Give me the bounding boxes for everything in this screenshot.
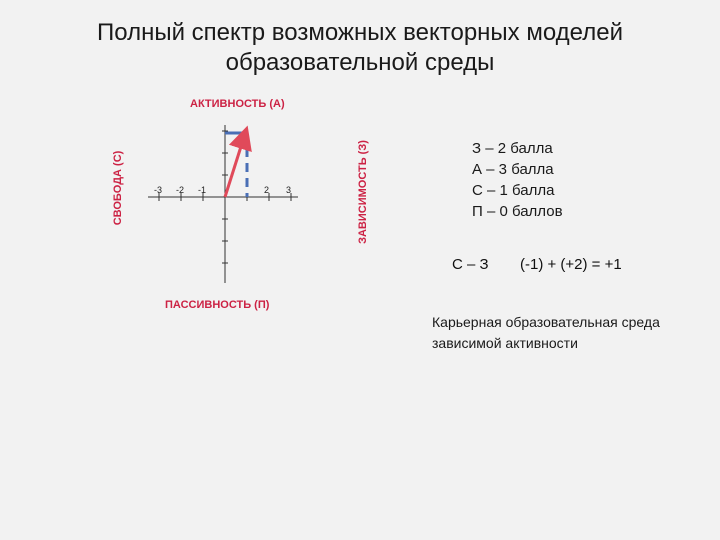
x-tick-label-neg1: -1	[198, 185, 207, 195]
score-dependence: З – 2 балла	[472, 140, 553, 157]
conclusion-text: Карьерная образовательная среда зависимой активности	[432, 314, 660, 351]
score-activity: А – 3 балла	[472, 161, 554, 178]
x-tick-label-neg2: -2	[176, 185, 185, 195]
score-passivity: П – 0 баллов	[472, 203, 563, 220]
x-tick-label-2: 2	[264, 185, 270, 195]
score-freedom: С – 1 балла	[472, 182, 555, 199]
x-tick-label-3: 3	[286, 185, 292, 195]
axis-label-freedom: СВОБОДА (С)	[112, 150, 124, 226]
calc-expression: С – З	[452, 256, 489, 273]
axis-label-dependence: ЗАВИСИМОСТЬ (З)	[357, 140, 369, 244]
axis-label-activity: АКТИВНОСТЬ (А)	[190, 98, 285, 110]
calc-result: (-1) + (+2) = +1	[520, 256, 622, 273]
result-vector	[225, 137, 244, 197]
title-line-1: Полный спектр возможных векторных моделей	[97, 19, 623, 46]
x-tick-label-neg3: -3	[154, 185, 163, 195]
title-line-2: образовательной среды	[225, 49, 495, 76]
axis-label-passivity: ПАССИВНОСТЬ (П)	[165, 299, 270, 311]
scores-list	[472, 138, 563, 222]
